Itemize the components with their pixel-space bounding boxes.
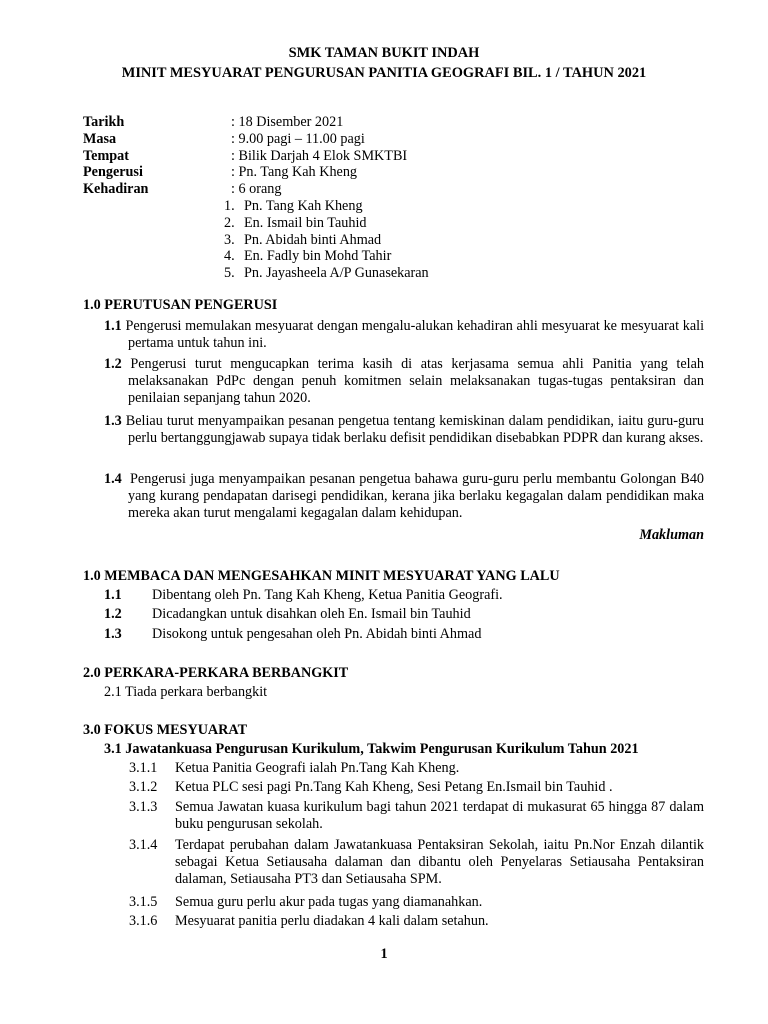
item-2-1: 2.1 Tiada perkara berbangkit [104, 684, 268, 700]
item-number: 1.3 [104, 626, 122, 642]
item-text: Semua Jawatan kuasa kurikulum bagi tahun 2021 terdapat di mukasurat 65 hingga 87 dalam buku pengurusan sekolah. [175, 799, 704, 832]
paragraph-1-1 [104, 318, 704, 352]
paragraph-number: 1.4 [104, 471, 122, 487]
section-heading-fokus: 3.0 FOKUS MESYUARAT [83, 722, 248, 738]
meta-label: Pengerusi [83, 164, 143, 181]
document-header [0, 43, 768, 83]
item-number: 1.2 [104, 606, 122, 622]
paragraph-text: Beliau turut menyampaikan pesanan pengetua tentang kemiskinan dalam pendidikan, iaitu guru-guru perlu bertanggungjawab supaya tidak berlaku defisit pendidikan disebabkan PDPR dan kurang akses. [125, 413, 704, 446]
attendee-name: Pn. Jayasheela A/P Gunasekaran [244, 265, 429, 282]
document-title: MINIT MESYUARAT PENGURUSAN PANITIA GEOGRAFI BIL. 1 / TAHUN 2021 [121, 65, 647, 81]
item-text: Ketua Panitia Geografi ialah Pn.Tang Kah Kheng. [175, 760, 460, 776]
list-item [129, 894, 704, 911]
list-item [104, 606, 471, 623]
paragraph-number: 1.1 [104, 318, 122, 334]
section-heading-perutusan: 1.0 PERUTUSAN PENGERUSI [83, 297, 278, 313]
paragraph-1-3 [104, 413, 704, 447]
item-text: Semua guru perlu akur pada tugas yang diamanahkan. [175, 894, 483, 910]
attendee-number: 1. [224, 198, 235, 214]
list-item [129, 799, 704, 833]
meta-row-chair [83, 164, 703, 181]
list-item [129, 760, 704, 777]
section-heading-berbangkit: 2.0 PERKARA-PERKARA BERBANGKIT [83, 665, 349, 681]
list-item [104, 587, 503, 604]
attendee-name: En. Fadly bin Mohd Tahir [244, 248, 392, 265]
attendee-number: 2. [224, 214, 235, 231]
item-number: 3.1.4 [129, 837, 158, 853]
meta-label: Kehadiran [83, 181, 149, 198]
attendee-list [224, 198, 429, 282]
item-text: Disokong untuk pengesahan oleh Pn. Abidah binti Ahmad [152, 626, 482, 642]
attendee-number: 3. [224, 231, 235, 248]
item-text: Mesyuarat panitia perlu diadakan 4 kali dalam setahun. [175, 913, 489, 929]
meta-label: Masa [83, 130, 117, 147]
item-text: Dibentang oleh Pn. Tang Kah Kheng, Ketua Panitia Geografi. [152, 587, 503, 603]
meta-value: : 9.00 pagi – 11.00 pagi [231, 130, 365, 147]
meta-row-date [83, 114, 703, 131]
paragraph-number: 1.2 [104, 356, 122, 372]
meta-row-time [83, 131, 703, 148]
item-text: Terdapat perubahan dalam Jawatankuasa Pentaksiran Sekolah, iaitu Pn.Nor Enzah dilantik sebagai Ketua Setiausaha dalaman dan dibantu oleh Penyelaras Setiausaha Pentaksiran dalaman, Setiausaha PT3 dan Setiausaha SPM. [175, 837, 704, 887]
attendee-number: 4. [224, 248, 235, 265]
list-item [129, 779, 704, 796]
meta-label: Tarikh [83, 114, 125, 130]
attendee-name: Pn. Abidah binti Ahmad [244, 231, 382, 248]
meta-row-attendance [83, 181, 703, 198]
subsection-heading-3-1: 3.1 Jawatankuasa Pengurusan Kurikulum, Takwim Pengurusan Kurikulum Tahun 2021 [104, 741, 639, 757]
attendee-item [224, 232, 429, 249]
paragraph-number: 1.3 [104, 413, 122, 429]
meeting-details [83, 114, 703, 198]
item-number: 1.1 [104, 587, 122, 603]
meta-value: : 6 orang [231, 181, 282, 198]
attendee-item [224, 215, 429, 232]
paragraph-text: Pengerusi turut mengucapkan terima kasih di atas kerjasama semua ahli Panitia yang telah melaksanakan PdPc dengan penuh komitmen selain melaksanakan tugas-tugas pentaksiran dan penilaian sepanjang tahun 2020. [128, 356, 705, 406]
item-text: Ketua PLC sesi pagi Pn.Tang Kah Kheng, Sesi Petang En.Ismail bin Tauhid . [175, 779, 613, 795]
item-number: 3.1.5 [129, 894, 158, 910]
page-number: 1 [380, 946, 388, 962]
item-number: 3.1.2 [129, 779, 158, 795]
item-number: 3.1.1 [129, 760, 158, 776]
attendee-item [224, 265, 429, 282]
meta-value: : 18 Disember 2021 [231, 114, 344, 130]
attendee-item [224, 198, 429, 215]
paragraph-text: Pengerusi memulakan mesyuarat dengan mengalu-alukan kehadiran ahli mesyuarat ke mesyuarat kali pertama untuk tahun ini. [125, 318, 705, 351]
attendee-name: En. Ismail bin Tauhid [244, 214, 367, 231]
attendee-number: 5. [224, 265, 235, 282]
school-name: SMK TAMAN BUKIT INDAH [288, 45, 480, 61]
list-item [104, 626, 481, 643]
list-item [129, 837, 704, 888]
meta-value: : Pn. Tang Kah Kheng [231, 164, 358, 181]
meta-label: Tempat [83, 147, 129, 164]
meta-value: : Bilik Darjah 4 Elok SMKTBI [231, 147, 408, 164]
attendee-name: Pn. Tang Kah Kheng [244, 198, 363, 214]
meta-row-place [83, 148, 703, 165]
paragraph-1-2 [104, 356, 704, 407]
list-item [129, 913, 704, 930]
attendee-item [224, 248, 429, 265]
item-number: 3.1.3 [129, 799, 158, 815]
paragraph-text: Pengerusi juga menyampaikan pesanan pengetua bahawa guru-guru perlu membantu Golongan B40 yang kurang pendapatan darisegi pendidikan, kerana jika berlaku kegagalan dalam pendidikan maka mereka akan turut mengalami kegagalan dalam kehidupan. [128, 471, 705, 521]
note-makluman: Makluman [639, 527, 704, 543]
paragraph-1-4 [104, 471, 704, 522]
section-heading-minit: 1.0 MEMBACA DAN MENGESAHKAN MINIT MESYUARAT YANG LALU [83, 568, 560, 584]
item-number: 3.1.6 [129, 913, 158, 929]
item-text: Dicadangkan untuk disahkan oleh En. Ismail bin Tauhid [152, 606, 471, 622]
